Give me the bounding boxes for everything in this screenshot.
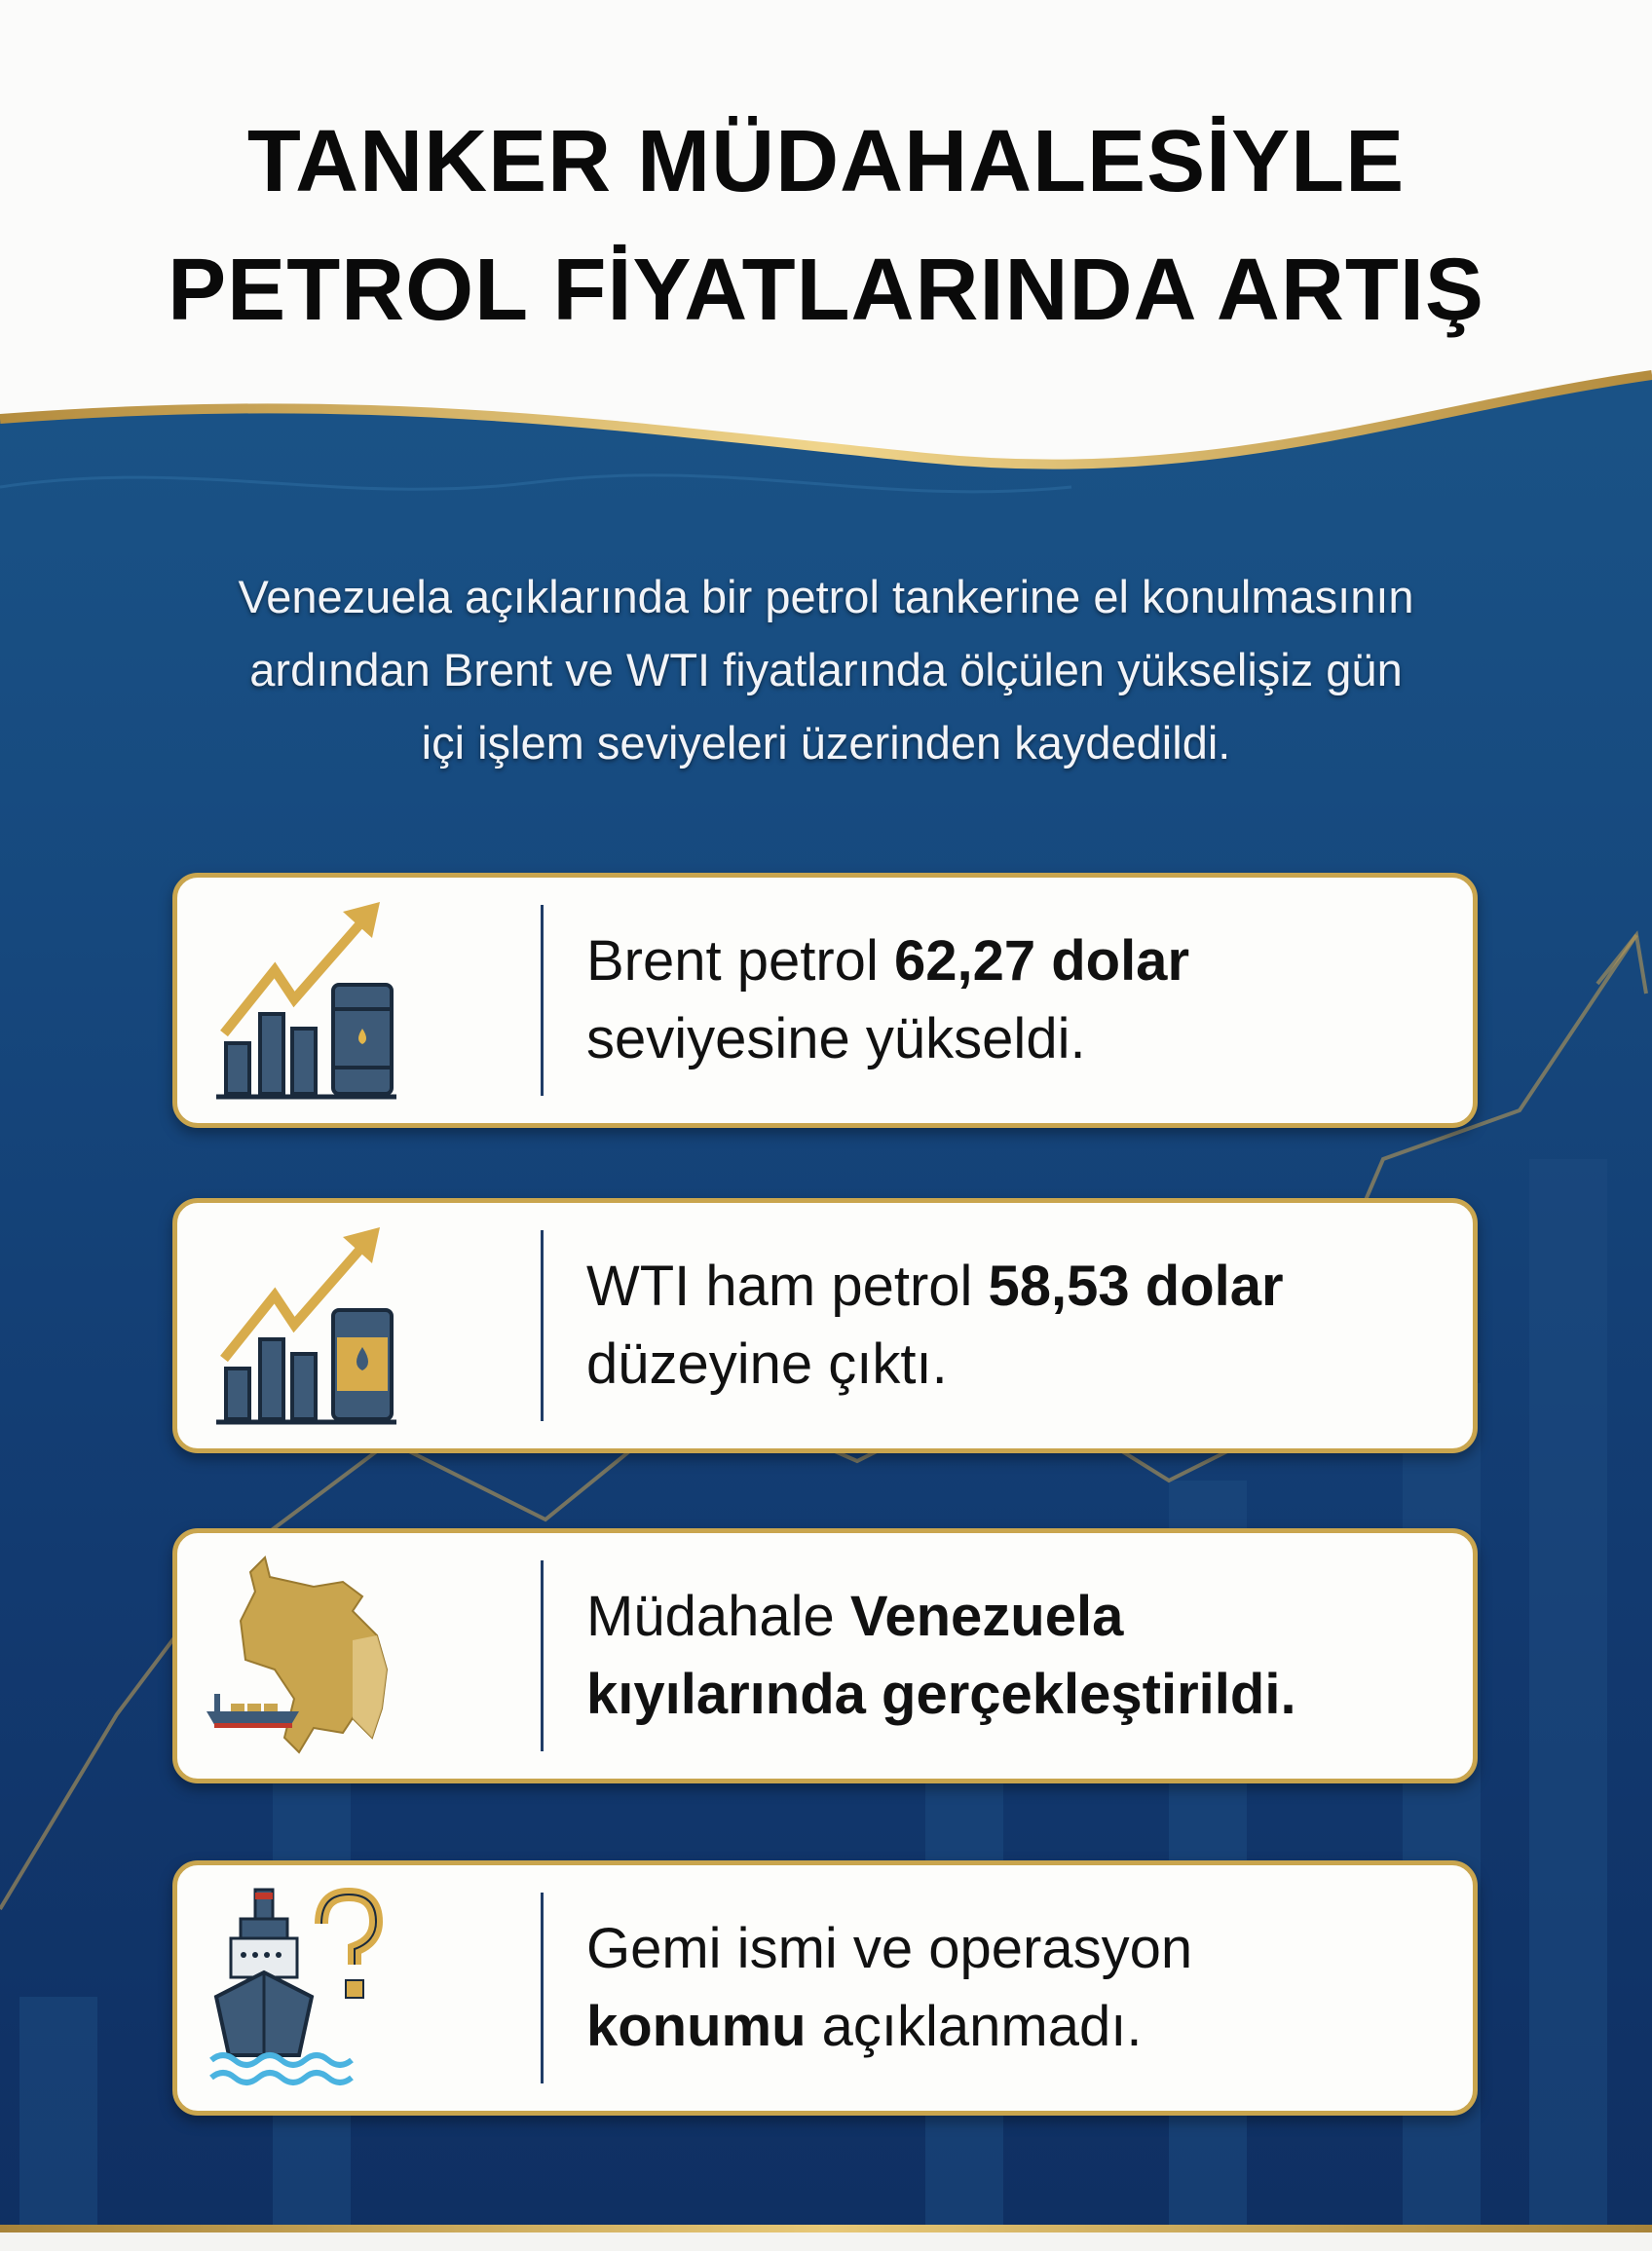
- location-text: Müdahale Venezuela kıyılarında gerçekleştirildi.: [586, 1585, 1296, 1726]
- chart-oil-barrel-icon: [206, 1222, 440, 1432]
- card-divider: [541, 905, 544, 1096]
- wti-price-card: [172, 1198, 1478, 1453]
- ship-question-icon: [206, 1885, 440, 2094]
- venezuela-map-tanker-icon: [206, 1553, 440, 1762]
- title-line-2: PETROL FİYATLARINDA ARTIŞ: [168, 242, 1484, 339]
- location-card: [172, 1528, 1478, 1783]
- brent-price-card: [172, 873, 1478, 1128]
- bottom-strip: [0, 2232, 1652, 2251]
- title-line-1: TANKER MÜDAHALESİYLE: [246, 113, 1406, 210]
- intro-line-1: Venezuela açıklarında bir petrol tankerine el konulmasının: [238, 571, 1414, 622]
- undisclosed-info-text: Gemi ismi ve operasyon konumu açıklanmadı.: [586, 1917, 1193, 2058]
- wti-price-value: 58,53 dolar: [988, 1255, 1284, 1318]
- intro-line-2: ardından Brent ve WTI fiyatlarında ölçülen yükselişiz gün: [249, 644, 1403, 695]
- intro-line-3: içi işlem seviyeleri üzerinden kaydedildi.: [421, 717, 1231, 769]
- undisclosed-info-card: [172, 1860, 1478, 2116]
- location-country: Venezuela: [849, 1585, 1124, 1648]
- bottom-gold-line: [0, 2225, 1652, 2232]
- card-divider: [541, 1560, 544, 1751]
- brent-price-text: Brent petrol 62,27 dolar seviyesine yükseldi.: [586, 929, 1190, 1070]
- intro-paragraph: [107, 560, 1545, 779]
- brent-price-value: 62,27 dolar: [893, 929, 1190, 993]
- wti-price-text: WTI ham petrol 58,53 dolar düzeyine çıktı.: [586, 1255, 1284, 1396]
- card-divider: [541, 1893, 544, 2083]
- card-divider: [541, 1230, 544, 1421]
- chart-oil-barrel-icon: [206, 897, 440, 1107]
- page-title: [0, 97, 1652, 355]
